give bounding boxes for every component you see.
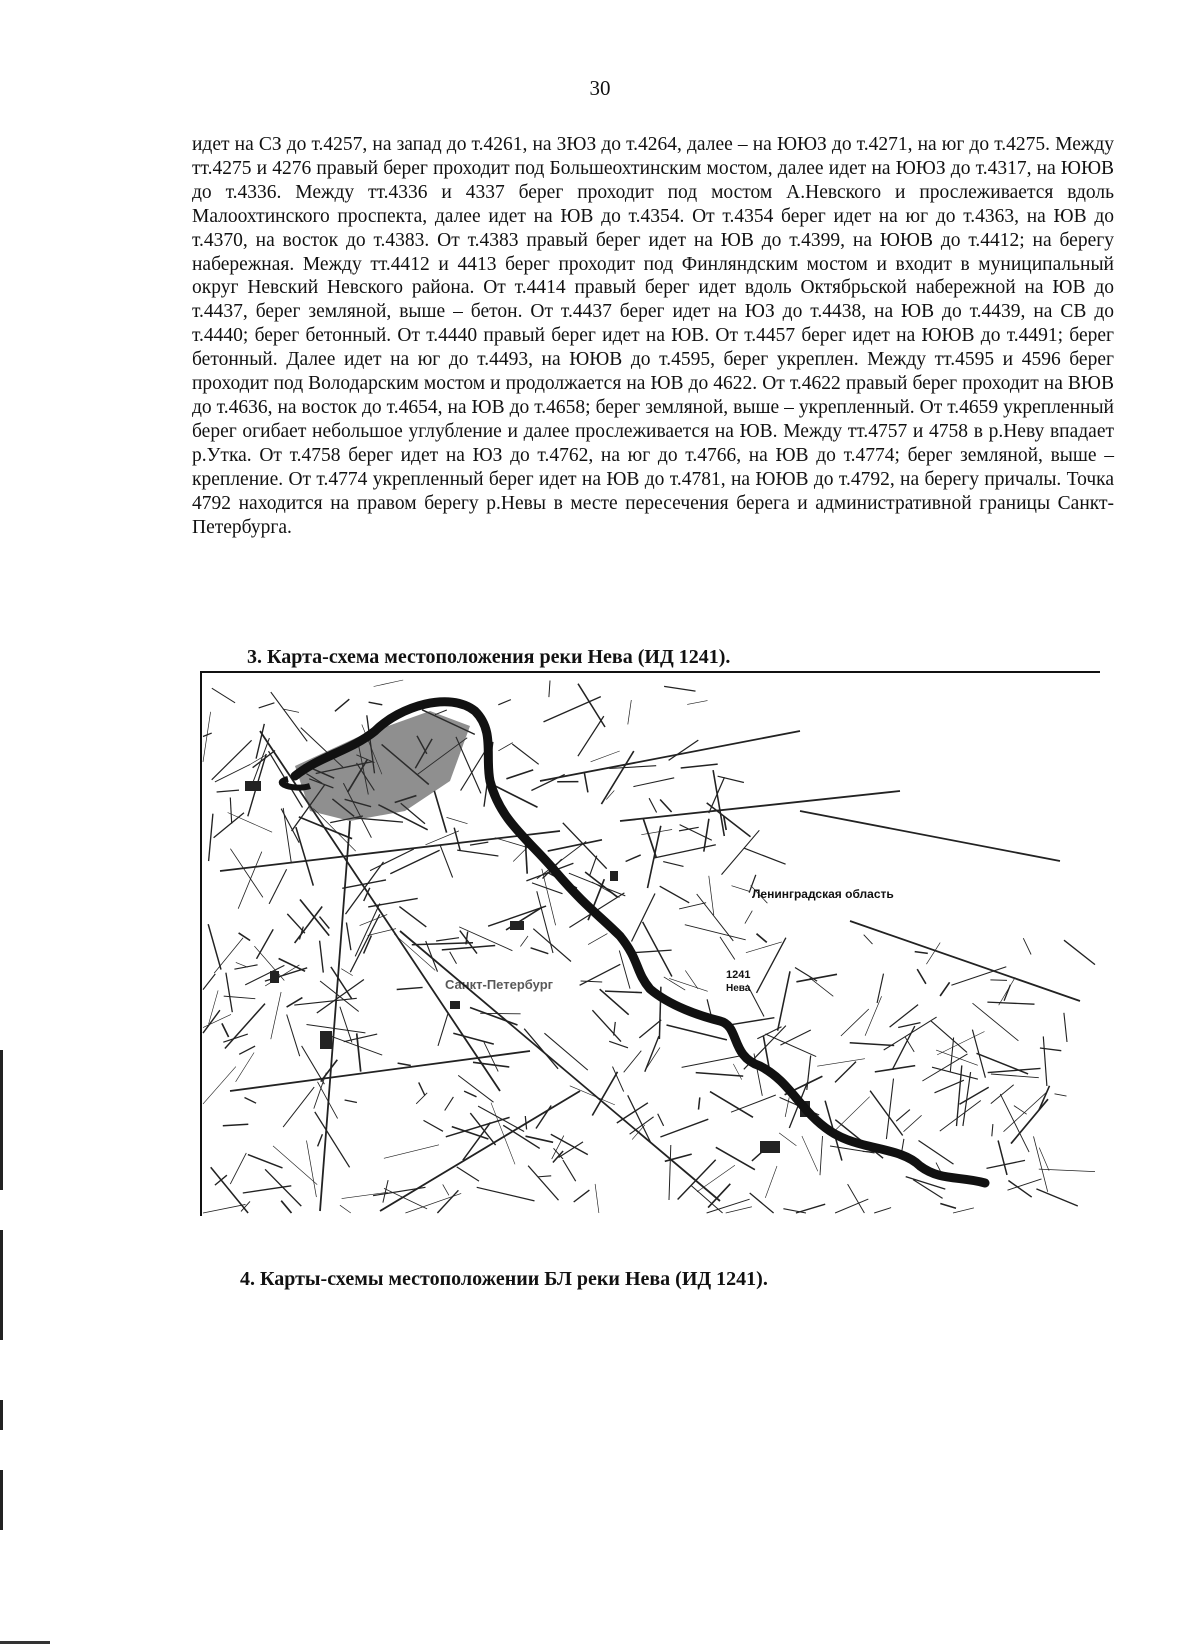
street-line: [820, 1136, 823, 1175]
street-line: [234, 965, 257, 969]
street-line: [416, 1093, 427, 1104]
street-line: [757, 938, 786, 993]
street-line: [626, 855, 641, 862]
street-line: [544, 1033, 587, 1070]
street-line: [281, 809, 299, 843]
street-line: [470, 1113, 495, 1145]
street-line: [658, 1114, 664, 1126]
street-line: [245, 1098, 257, 1104]
street-line: [397, 987, 423, 989]
street-line: [841, 1009, 869, 1036]
street-line: [710, 1092, 753, 1118]
street-line: [269, 869, 287, 904]
street-line: [726, 1207, 752, 1213]
street-line: [835, 1062, 856, 1083]
street-line: [630, 1117, 654, 1134]
street-line: [294, 998, 357, 1005]
street-line: [697, 894, 734, 941]
street-line: [434, 791, 446, 833]
street-line: [453, 1033, 494, 1044]
street-line: [716, 1147, 755, 1169]
street-line: [600, 989, 629, 1015]
scan-edge-mark: [0, 1050, 3, 1190]
street-line: [592, 1010, 621, 1041]
street-line: [1043, 1036, 1047, 1086]
street-line: [592, 882, 620, 898]
street-line: [875, 1066, 915, 1072]
street-line: [664, 686, 695, 691]
street-line: [731, 1095, 776, 1112]
street-line: [506, 770, 533, 779]
street-line: [713, 770, 724, 836]
street-line: [1055, 1094, 1067, 1096]
street-line: [732, 886, 750, 892]
street-line: [592, 1072, 617, 1116]
street-line: [1000, 1094, 1029, 1152]
street-line: [383, 1180, 388, 1203]
street-line: [660, 800, 672, 813]
street-line: [950, 1038, 953, 1073]
street-line: [223, 1124, 249, 1126]
street-line: [203, 1067, 236, 1104]
street-line: [960, 1087, 989, 1104]
street-line: [447, 817, 468, 823]
street-line: [896, 1110, 910, 1122]
street-line: [810, 978, 834, 997]
street-line: [424, 1120, 444, 1131]
street-line: [1008, 1179, 1042, 1190]
street-line: [874, 1208, 891, 1213]
street-line: [203, 1014, 231, 1027]
region-label: Ленинградская область: [752, 887, 894, 901]
street-line: [757, 1027, 781, 1039]
street-line: [318, 1134, 323, 1146]
street-line: [999, 977, 1016, 1005]
street-line: [663, 862, 683, 867]
street-line: [669, 978, 708, 991]
street-line: [664, 977, 685, 990]
street-line: [645, 1036, 659, 1072]
street-line: [357, 1033, 361, 1071]
street-line: [913, 1180, 943, 1199]
street-line: [745, 911, 752, 924]
scan-edge-mark: [0, 1230, 3, 1340]
street-line: [457, 850, 498, 856]
street-line: [915, 952, 928, 954]
street-line: [1039, 1148, 1049, 1171]
street-line: [443, 1184, 449, 1195]
street-line: [624, 1051, 642, 1073]
river-name-label: Нева: [726, 983, 751, 994]
street-line: [991, 1085, 1014, 1104]
street-line: [520, 936, 528, 947]
street-line: [211, 1167, 248, 1213]
street-line: [222, 1023, 229, 1037]
street-line: [998, 1141, 1007, 1175]
street-line: [584, 772, 588, 793]
street-line: [605, 991, 642, 993]
street-line: [228, 813, 273, 833]
street-line: [778, 971, 790, 1030]
street-line: [531, 948, 549, 954]
street-line: [295, 907, 323, 944]
scan-edge-mark: [0, 1400, 3, 1430]
street-line: [708, 1184, 730, 1208]
street-line: [225, 1004, 265, 1049]
street-line: [215, 1175, 227, 1185]
street-line: [436, 938, 459, 941]
street-line: [214, 938, 243, 973]
scan-bottom-mark: [0, 1641, 50, 1644]
street-line: [660, 1119, 708, 1137]
street-line: [765, 1034, 816, 1057]
street-line: [817, 1059, 865, 1067]
street-line: [215, 765, 250, 782]
street-line: [633, 778, 674, 787]
street-line: [953, 1208, 974, 1213]
street-line: [419, 1082, 425, 1095]
street-line: [533, 929, 571, 962]
street-line: [641, 830, 672, 835]
street-line: [905, 1037, 914, 1052]
street-line: [628, 1095, 651, 1142]
street-line: [498, 700, 511, 705]
street-line: [744, 848, 785, 864]
street-line: [991, 1074, 1039, 1078]
arterial-road: [540, 731, 800, 781]
street-line: [904, 1115, 922, 1131]
street-line: [208, 924, 221, 969]
street-line: [919, 1141, 954, 1165]
street-line: [591, 751, 620, 762]
street-line: [544, 697, 601, 722]
arterial-road: [220, 831, 560, 871]
street-line: [687, 701, 707, 705]
street-line: [667, 1025, 727, 1040]
street-line: [491, 1103, 515, 1165]
street-line: [345, 1100, 357, 1103]
street-line: [307, 1025, 366, 1033]
street-line: [588, 934, 607, 945]
street-line: [850, 1043, 895, 1046]
street-line: [320, 941, 324, 973]
street-line: [390, 850, 439, 874]
arterial-road: [400, 931, 720, 1201]
street-line: [248, 1155, 283, 1168]
street-line: [898, 1023, 920, 1028]
street-line: [750, 1193, 774, 1213]
street-line: [972, 1030, 985, 1078]
street-line: [230, 1153, 246, 1184]
street-line: [265, 1169, 301, 1206]
arterial-road: [850, 921, 1080, 1001]
arterial-road: [380, 1091, 580, 1211]
street-line: [238, 852, 262, 909]
street-line: [203, 1204, 246, 1213]
page-number: 30: [589, 76, 611, 100]
street-line: [212, 688, 235, 703]
street-line: [470, 842, 488, 845]
street-line: [503, 1125, 540, 1148]
street-line: [679, 827, 699, 831]
street-line: [296, 827, 313, 886]
section-4-heading: 4. Карты-схемы местоположении БЛ реки Нева (ИД 1241).: [240, 1268, 768, 1290]
street-line: [256, 724, 264, 759]
street-line: [752, 1152, 762, 1161]
street-line: [412, 943, 473, 945]
street-line: [940, 982, 950, 996]
street-line: [1064, 1013, 1067, 1042]
street-line: [765, 1166, 777, 1198]
street-line: [1064, 940, 1095, 964]
street-line: [757, 934, 767, 943]
street-line: [696, 1073, 744, 1077]
street-line: [257, 929, 274, 959]
street-line: [682, 1056, 742, 1068]
street-line: [886, 1079, 893, 1140]
street-line: [464, 1091, 476, 1097]
street-line: [458, 1075, 493, 1102]
section-3-heading: 3. Карта-схема местоположения реки Нева (ИД 1241).: [247, 646, 731, 668]
street-line: [581, 981, 603, 982]
street-line: [660, 886, 690, 903]
street-line: [679, 903, 706, 909]
street-line: [709, 876, 714, 915]
street-line: [528, 1166, 558, 1201]
street-line: [281, 1201, 291, 1213]
street-line: [344, 1034, 378, 1042]
street-line: [643, 922, 672, 977]
street-line: [394, 934, 435, 970]
street-line: [973, 1003, 1019, 1041]
street-line: [917, 969, 926, 984]
street-line: [203, 974, 215, 990]
street-line: [236, 1053, 255, 1082]
street-line: [331, 967, 352, 999]
street-line: [1023, 938, 1031, 954]
street-line: [307, 1141, 317, 1198]
street-line: [214, 813, 244, 838]
street-line: [1040, 1048, 1061, 1051]
street-line: [940, 1101, 981, 1132]
scan-edge-mark: [0, 1470, 3, 1530]
map-svg: [200, 671, 1100, 1216]
street-line: [574, 1190, 590, 1202]
street-line: [563, 1160, 576, 1181]
street-line: [865, 996, 882, 1035]
street-line: [697, 1165, 735, 1192]
street-line: [203, 712, 211, 762]
street-line: [870, 1091, 903, 1136]
street-line: [350, 914, 380, 972]
street-line: [864, 935, 873, 944]
street-line: [563, 823, 607, 869]
street-line: [369, 702, 383, 705]
street-line: [807, 1056, 811, 1090]
street-line: [848, 1184, 865, 1213]
street-line: [649, 798, 657, 812]
street-line: [643, 819, 656, 857]
street-line: [699, 1097, 700, 1109]
river-location-map: [200, 671, 1100, 1216]
street-line: [601, 751, 633, 804]
street-line: [224, 996, 256, 999]
street-line: [287, 914, 305, 933]
street-line: [549, 681, 550, 698]
arterial-road: [320, 821, 350, 1211]
street-line: [450, 952, 457, 964]
river-id-label: 1241: [726, 969, 751, 981]
street-line: [931, 1021, 967, 1053]
street-line: [239, 1046, 255, 1054]
street-line: [259, 703, 275, 708]
street-line: [374, 680, 404, 687]
street-line: [340, 1205, 351, 1213]
street-line: [1034, 1136, 1048, 1191]
street-line: [209, 814, 213, 861]
street-line: [254, 946, 284, 980]
arterial-road: [800, 811, 1060, 861]
street-line: [445, 1097, 454, 1111]
body-paragraph: идет на СЗ до т.4257, на запад до т.4261, на ЗЮЗ до т.4264, далее – на ЮЮЗ до т.4271, на юг до т.4275. Между тт.4275 и 4276 правый берег проходит под Большеохтинским мостом, далее идет на ЮЮЗ до т.4317, на ЮЮВ до т.4336. Между тт.4336 и 4337 берег проходит под мостом А.Невского и прослеживается вдоль Малоохтинского проспекта, далее идет на ЮВ до т.4354. От т.4354 берег идет на юг до т.4363, на ЮВ до т.4370, на восток до т.4383. От т.4383 правый берег идет на ЮВ до т.4399, на ЮЮВ до т.4412; на берегу набережная. Между тт.4412 и 4413 берег проходит под Финляндским мостом и входит в муниципальный округ Невский Невского района. От т.4414 правый берег идет вдоль Октябрьской набережной на ЮВ до т.4437, берег земляной, выше – бетон. От т.4437 берег идет на ЮЗ до т.4438, на ЮВ до т.4439, на СВ до т.4440; берег бетонный. От т.4440 правый берег идет на ЮВ. От т.4457 берег идет на ЮЮВ до т.4491; берег бетонный. Далее идет на юг до т.4493, на ЮЮВ до т.4595, берег укреплен. Между тт.4595 и 4596 берег проходит под Володарским мостом и продолжается на ЮВ до 4622. От т.4622 правый берег проходит на ВЮВ до т.4636, на восток до т.4654, на ЮВ до т.4658; берег земляной, выше – укрепленный. От т.4659 укрепленный берег огибает небольшое углубление и далее прослеживается на ЮВ. Между тт.4757 и 4758 в р.Неву впадает р.Утка. От т.4758 берег идет на ЮЗ до т.4762, на юг до т.4766, на ЮВ до т.4774; берег земляной, выше – крепление. От т.4774 укрепленный берег идет на ЮВ до т.4781, на ЮЮВ до т.4792, на берегу причалы. Точка 4792 находится на правом берегу р.Невы в месте пересечения берега и административной границы Санкт-Петербурга.: [192, 134, 1114, 538]
street-line: [669, 740, 699, 760]
street-line: [513, 848, 527, 862]
street-line: [628, 700, 632, 724]
city-label: Санкт-Петербург: [445, 977, 554, 992]
street-line: [780, 1030, 810, 1045]
street-line: [440, 845, 453, 878]
street-line: [639, 1020, 661, 1038]
street-line: [340, 1007, 352, 1043]
street-line: [326, 1034, 382, 1055]
street-line: [1011, 1099, 1048, 1143]
street-line: [524, 1029, 558, 1069]
street-line: [951, 967, 1006, 986]
street-line: [283, 808, 291, 864]
street-line: [1014, 1106, 1027, 1115]
street-line: [287, 1015, 300, 1057]
street-line: [346, 923, 351, 951]
street-line: [283, 1087, 314, 1127]
street-line: [578, 716, 604, 756]
street-line: [405, 1193, 461, 1213]
street-line: [940, 1204, 956, 1209]
street-line: [733, 1064, 741, 1080]
street-line: [632, 894, 656, 942]
street-line: [438, 1013, 448, 1046]
street-line: [217, 790, 239, 792]
street-line: [1039, 1169, 1095, 1172]
street-line: [681, 764, 718, 768]
street-line: [669, 1145, 671, 1200]
street-line: [1036, 1189, 1077, 1206]
street-line: [384, 1188, 427, 1209]
street-line: [987, 1002, 1034, 1004]
street-line: [746, 942, 782, 953]
street-line: [609, 1041, 628, 1048]
street-line: [239, 933, 251, 941]
street-line: [335, 699, 349, 711]
street-line: [802, 1136, 818, 1171]
street-line: [287, 998, 303, 1008]
street-line: [718, 776, 744, 782]
street-line: [538, 1176, 552, 1177]
arterial-road: [230, 1051, 530, 1091]
street-line: [230, 798, 231, 824]
street-line: [384, 1145, 439, 1159]
street-line: [355, 904, 380, 957]
street-line: [498, 743, 512, 751]
arterial-road: [620, 791, 900, 821]
street-line: [442, 946, 495, 950]
street-line: [779, 1133, 796, 1146]
street-line: [342, 1192, 388, 1198]
street-line: [271, 692, 307, 741]
street-line: [1004, 985, 1010, 1001]
street-line: [457, 1167, 479, 1181]
street-line: [473, 1062, 509, 1067]
street-line: [399, 907, 426, 927]
street-line: [990, 980, 1007, 981]
street-line: [398, 1063, 411, 1065]
street-line: [595, 1184, 599, 1213]
street-line: [512, 744, 538, 764]
street-line: [937, 1032, 984, 1055]
street-line: [548, 840, 602, 851]
street-line: [271, 992, 281, 1039]
street-line: [477, 1187, 535, 1201]
street-line: [926, 943, 940, 965]
street-line: [226, 973, 232, 1013]
street-line: [654, 845, 716, 858]
street-line: [590, 856, 597, 876]
street-line: [230, 849, 263, 898]
street-line: [992, 1124, 993, 1136]
street-line: [685, 925, 746, 940]
